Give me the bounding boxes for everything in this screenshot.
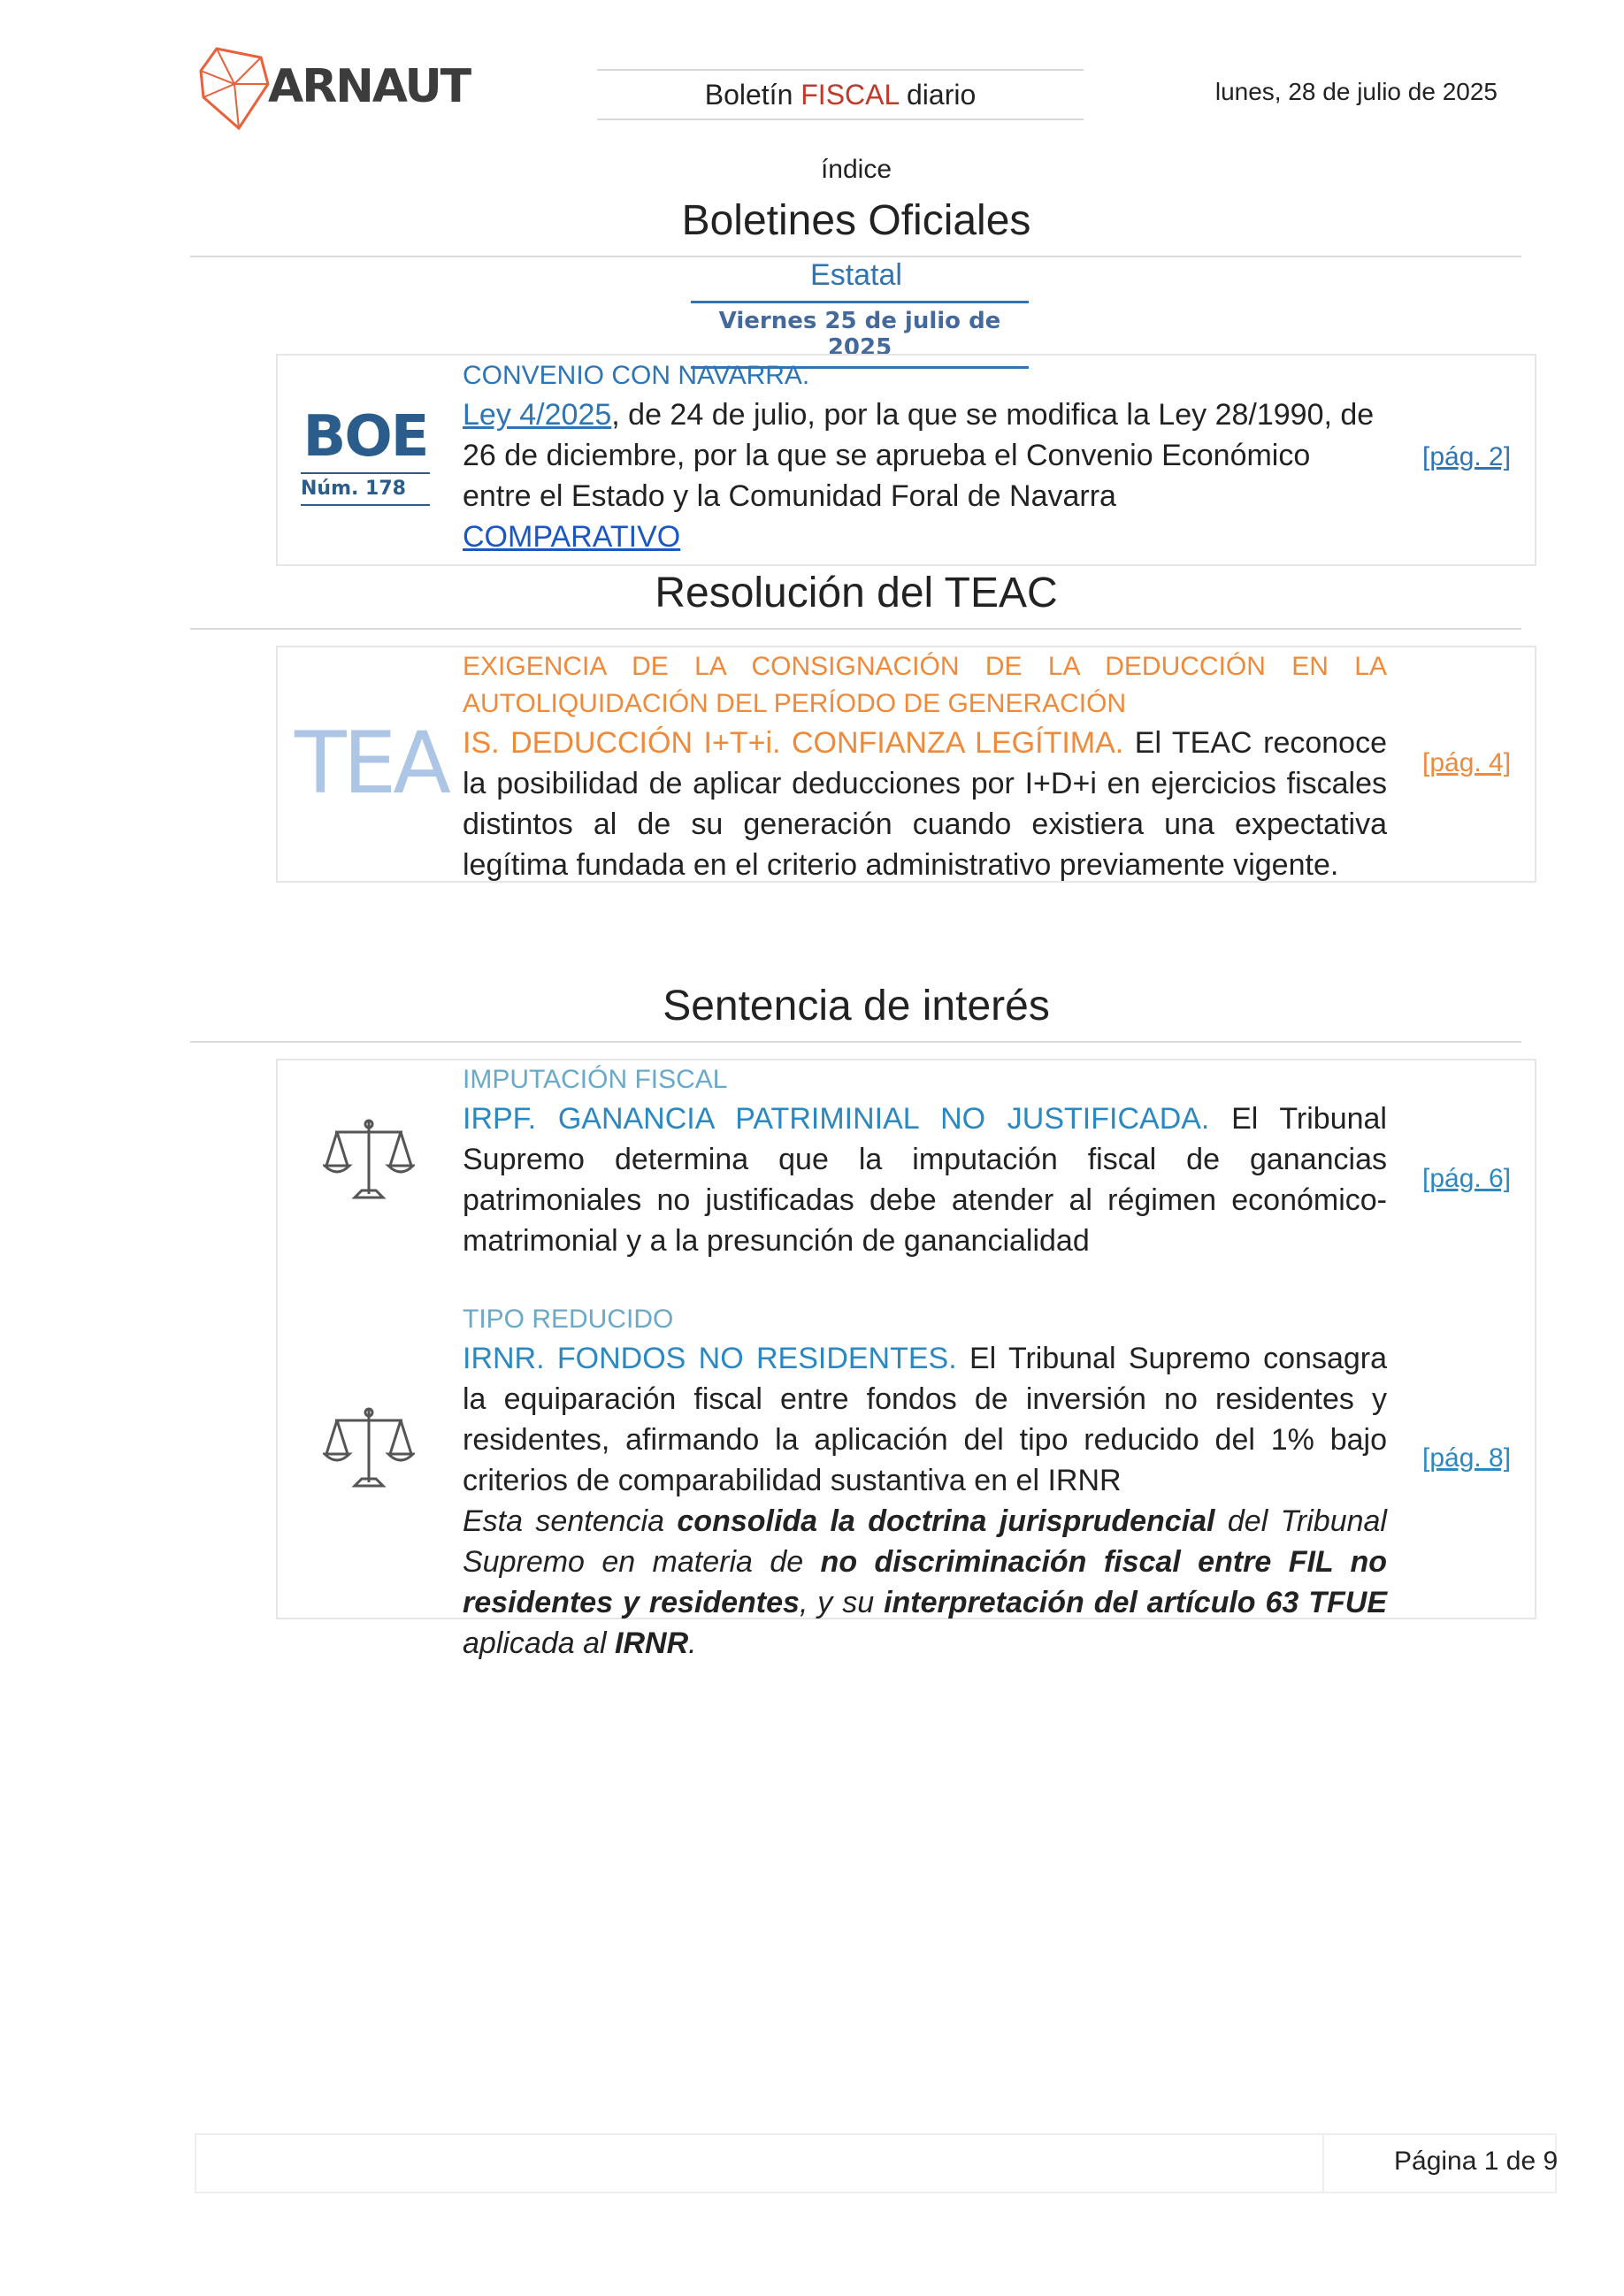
header-date: lunes, 28 de julio de 2025 (1214, 78, 1498, 105)
divider (301, 504, 430, 506)
scales-of-justice-icon (323, 1116, 415, 1205)
entry-kicker: EXIGENCIA DE LA CONSIGNACIÓN DE LA DEDUCCIÓN EN LA AUTOLIQUIDACIÓN DEL PERÍODO DE GENERACIÓN (463, 652, 1387, 718)
index-label: índice (820, 155, 892, 184)
page-link[interactable]: [pág. 4] (1422, 748, 1512, 777)
boe-logo-text: BOE (303, 404, 428, 470)
arnaut-logo (199, 44, 471, 133)
polyhedron-logo-icon (199, 44, 270, 133)
entry-body: El Tribunal Supremo consagra la equiparación fiscal entre fondos de inversión no residentes y residentes, afirmando la aplicación del tipo reducido del 1% bajo criterios de comparabilidad sustantiva en el IRNR (463, 1342, 1387, 1497)
sentencia-entry-2-text (463, 1301, 1387, 1664)
divider (190, 628, 1521, 630)
subsection-estatal: Estatal (810, 258, 902, 292)
divider (691, 301, 1029, 303)
entry-kicker: IMPUTACIÓN FISCAL (463, 1065, 728, 1094)
bulletin-title: Boletín FISCAL diario (597, 69, 1084, 120)
boe-number: Núm. 178 (301, 478, 406, 500)
entry-lead: IS. DEDUCCIÓN I+T+i. CONFIANZA LEGÍTIMA. (463, 726, 1124, 760)
section-title-teac: Resolución del TEAC (655, 570, 1058, 616)
entry-body: El TEAC reconoce la posibilidad de aplicar deducciones por I+D+i en ejercicios fiscales distintos al de su generación cuando existiera una expectativa legítima fundada en el criterio administrativo previamente vigente. (463, 726, 1387, 882)
law-link[interactable]: Ley 4/2025 (463, 398, 612, 432)
boe-entry-text (463, 357, 1387, 557)
entry-lead: IRNR. FONDOS NO RESIDENTES. (463, 1342, 957, 1375)
boe-logo (301, 404, 430, 506)
bulletin-date: Viernes 25 de julio de 2025 (691, 308, 1029, 369)
divider (190, 1041, 1521, 1043)
entry-body: El Tribunal Supremo determina que la imputación fiscal de ganancias patrimoniales no justificadas debe atender al régimen económico-matrimonial y a la presunción de ganancialidad (463, 1102, 1387, 1258)
entry-kicker: CONVENIO CON NAVARRA. (463, 361, 810, 390)
section-title-boletines: Boletines Oficiales (681, 197, 1031, 244)
entry-kicker: TIPO REDUCIDO (463, 1305, 674, 1334)
tea-logo (295, 714, 448, 813)
footer-box (195, 2133, 1557, 2193)
section-title-sentencia: Sentencia de interés (663, 983, 1050, 1029)
entry-body: , de 24 de julio, por la que se modifica la Ley 28/1990, de 26 de diciembre, por la que se aprueba el Convenio Económico entre el Estado y la Comunidad Foral de Navarra (463, 398, 1375, 513)
tea-logo-text: TEA (295, 714, 448, 813)
logo-text: ARNAUT (268, 60, 471, 113)
teac-entry-text (463, 648, 1387, 885)
comparativo-link[interactable]: COMPARATIVO (463, 520, 681, 554)
sentencia-entry-1-text (463, 1061, 1387, 1261)
divider (1322, 2133, 1324, 2193)
page-number: Página 1 de 9 (1394, 2147, 1559, 2176)
page-link[interactable]: [pág. 8] (1422, 1443, 1512, 1473)
scales-of-justice-icon (323, 1404, 415, 1493)
entry-note: Esta sentencia consolida la doctrina jurisprudencial del Tribunal Supremo en materia de no discriminación fiscal entre FIL no residentes y residentes, y su interpretación del artículo 63 TFUE aplicada al IRNR. (463, 1504, 1388, 1660)
entry-lead: IRPF. GANANCIA PATRIMINIAL NO JUSTIFICADA. (463, 1102, 1210, 1136)
page-link[interactable]: [pág. 2] (1422, 442, 1512, 471)
page-link[interactable]: [pág. 6] (1422, 1164, 1512, 1193)
divider (190, 256, 1521, 257)
